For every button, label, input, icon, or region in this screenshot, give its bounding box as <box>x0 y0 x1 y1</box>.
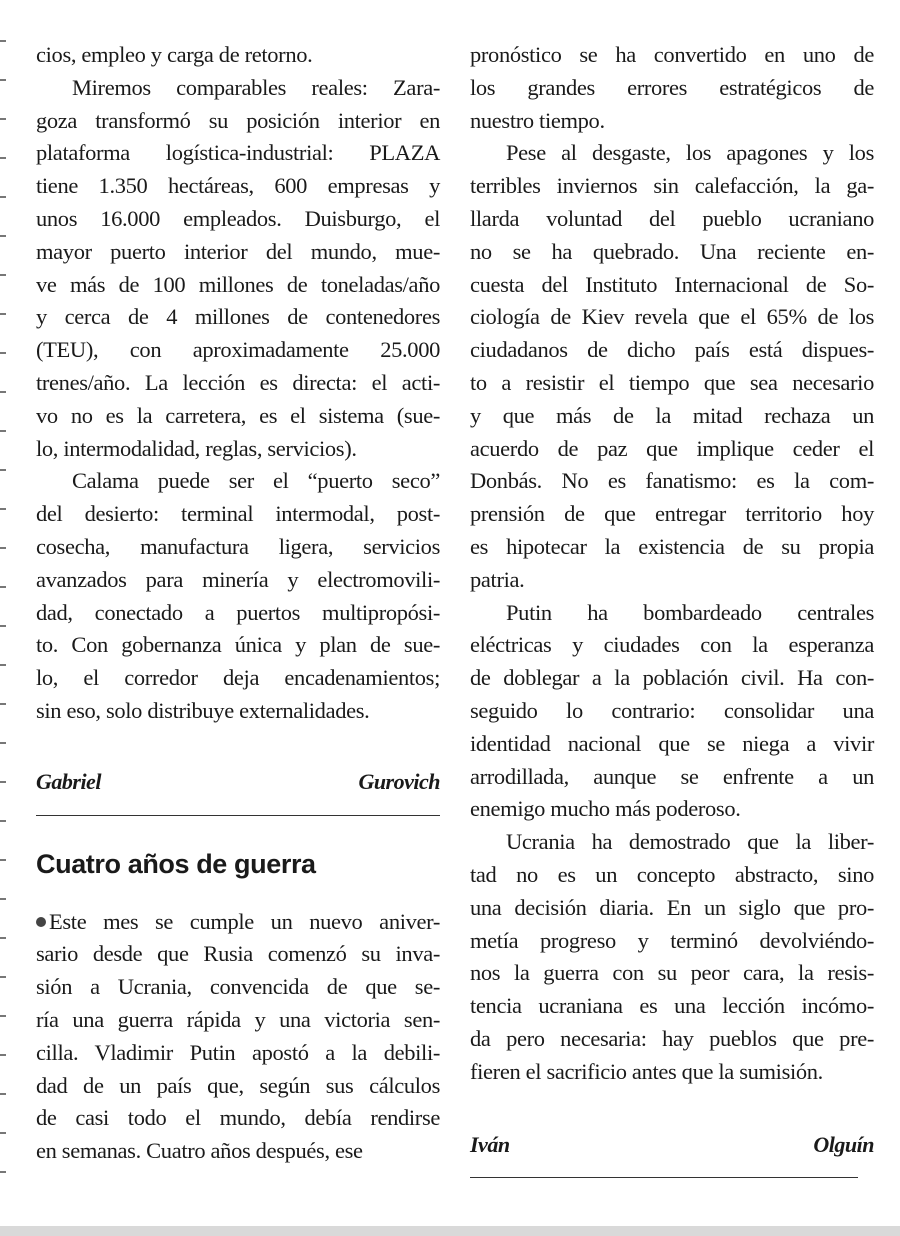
text-line: (TEU), con aproximadamente 25.000 <box>36 337 440 363</box>
text-line: identidad nacional que se niega a vivir <box>470 730 874 756</box>
margin-tick <box>0 781 6 783</box>
text-line: ría una guerra rápida y una victoria sen- <box>36 1006 440 1032</box>
text-line: tad no es un concepto abstracto, sino <box>470 861 874 887</box>
text-line: lo, intermodalidad, reglas, servicios). <box>36 435 357 461</box>
text-line: tiene 1.350 hectáreas, 600 empresas y <box>36 173 440 199</box>
text-line: de casi todo el mundo, debía rendirse <box>36 1105 440 1131</box>
text-line: y que más de la mitad rechaza un <box>470 402 874 428</box>
text-line: y cerca de 4 millones de contenedores <box>36 304 440 330</box>
text-line: enemigo mucho más poderoso. <box>470 796 741 822</box>
margin-tick <box>0 859 6 861</box>
text-line: eléctricas y ciudades con la esperanza <box>470 632 874 658</box>
margin-tick <box>0 430 6 432</box>
text-line: sario desde que Rusia comenzó su inva- <box>36 941 440 967</box>
text-line: de doblegar a la población civil. Ha con- <box>470 665 874 691</box>
margin-tick <box>0 1015 6 1017</box>
signature-gabriel-gurovich: Gabriel Gurovich <box>36 768 440 794</box>
margin-tick <box>0 547 6 549</box>
right-column <box>470 0 874 1178</box>
text-line: los grandes errores estratégicos de <box>470 74 874 100</box>
margin-tick <box>0 703 6 705</box>
paragraph-2 <box>470 137 874 596</box>
text-line: to. Con gobernanza única y plan de sue- <box>36 632 440 658</box>
text-line: nos la guerra con su peor cara, la resis- <box>470 960 874 986</box>
text-line: en semanas. Cuatro años después, ese <box>36 1138 363 1164</box>
article-headline: Cuatro años de guerra <box>36 848 316 879</box>
text-line: metía progreso y terminó devolviéndo- <box>470 927 874 953</box>
text-line: cios, empleo y carga de retorno. <box>36 42 313 67</box>
text-line: llarda voluntad del pueblo ucraniano <box>470 205 874 231</box>
text-line: unos 16.000 empleados. Duisburgo, el <box>36 205 440 231</box>
text-line: arrodillada, aunque se enfrente a un <box>470 763 874 789</box>
paragraph-4 <box>470 826 874 1088</box>
margin-tick <box>0 391 6 393</box>
text-line: patria. <box>470 566 525 592</box>
text-line: no se ha quebrado. Una reciente en- <box>470 238 874 264</box>
text-line: lo, el corredor deja encadenamientos; <box>36 665 440 691</box>
margin-tick <box>0 313 6 315</box>
text-line: Ucrania ha demostrado que la liber- <box>506 829 874 855</box>
text-line: plataforma logística-industrial: PLAZA <box>36 140 440 166</box>
paragraph-1 <box>470 39 874 137</box>
margin-tick <box>0 898 6 900</box>
text-line: es hipotecar la existencia de su propia <box>470 533 874 559</box>
text-line: dad de un país que, según sus cálculos <box>36 1072 440 1098</box>
text-line: prensión de que entregar territorio hoy <box>470 501 874 527</box>
margin-tick <box>0 79 6 81</box>
text-line: acuerdo de paz que implique ceder el <box>470 435 874 461</box>
text-line: ve más de 100 millones de toneladas/año <box>36 271 440 297</box>
text-line-content: Este mes se cumple un nuevo aniver- <box>49 908 440 934</box>
margin-tick <box>0 352 6 354</box>
margin-tick <box>0 742 6 744</box>
text-line: cilla. Vladimir Putin apostó a la debili- <box>36 1039 440 1065</box>
signature-ivan-olguin: Iván Olguín <box>470 1131 874 1157</box>
text-line: una decisión diaria. En un siglo que pro- <box>470 894 874 920</box>
text-line: Donbás. No es fanatismo: es la com- <box>470 468 874 494</box>
paragraph-2 <box>36 72 440 466</box>
margin-tick <box>0 235 6 237</box>
margin-tick <box>0 820 6 822</box>
text-line: pronóstico se ha convertido en uno de <box>470 42 874 67</box>
margin-tick <box>0 274 6 276</box>
text-line: vo no es la carretera, es el sistema (sue- <box>36 402 440 428</box>
text-line: seguido lo contrario: consolidar una <box>470 697 874 723</box>
text-line: da pero necesaria: hay pueblos que pre- <box>470 1025 874 1051</box>
margin-tick <box>0 1132 6 1134</box>
paragraph-3 <box>470 597 874 827</box>
paragraph-1 <box>36 39 440 72</box>
text-line: nuestro tiempo. <box>470 107 605 133</box>
page-margin-edge <box>0 40 8 1200</box>
margin-tick <box>0 1093 6 1095</box>
text-line <box>36 906 440 939</box>
text-line: cosecha, manufactura ligera, servicios <box>36 533 440 559</box>
text-line: goza transformó su posición interior en <box>36 107 440 133</box>
margin-tick <box>0 625 6 627</box>
text-line: ciudadanos de dicho país está dispues- <box>470 337 874 363</box>
text-line: sin eso, solo distribuye externalidades. <box>36 697 370 723</box>
text-line: Pese al desgaste, los apagones y los <box>506 140 874 166</box>
text-line: dad, conectado a puertos multipropósi- <box>36 599 440 625</box>
text-line: avanzados para minería y electromovili- <box>36 566 440 592</box>
text-line: mayor puerto interior del mundo, mue- <box>36 238 440 264</box>
margin-tick <box>0 118 6 120</box>
text-line: to a resistir el tiempo que sea necesario <box>470 369 874 395</box>
margin-tick <box>0 1054 6 1056</box>
margin-tick <box>0 469 6 471</box>
paragraph-3 <box>36 465 440 727</box>
margin-tick <box>0 196 6 198</box>
margin-tick <box>0 508 6 510</box>
text-line: Miremos comparables reales: Zara- <box>72 74 440 100</box>
margin-tick <box>0 976 6 978</box>
text-line: ciología de Kiev revela que el 65% de los <box>470 304 874 330</box>
margin-tick <box>0 1171 6 1173</box>
text-line: del desierto: terminal intermodal, post- <box>36 501 440 527</box>
left-column <box>36 0 440 1168</box>
text-line: tencia ucraniana es una lección incómo- <box>470 993 874 1019</box>
text-line: terribles inviernos sin calefacción, la ga- <box>470 173 874 199</box>
margin-tick <box>0 586 6 588</box>
margin-tick <box>0 664 6 666</box>
text-line: fieren el sacrificio antes que la sumisión. <box>470 1058 823 1084</box>
margin-tick <box>0 937 6 939</box>
paragraph-4 <box>36 906 440 1168</box>
text-line: sión a Ucrania, convencida de que se- <box>36 974 440 1000</box>
bullet-icon <box>36 917 46 927</box>
text-line: Calama puede ser el “puerto seco” <box>72 468 440 494</box>
page-bottom-border <box>0 1226 900 1236</box>
text-line: trenes/año. La lección es directa: el acti- <box>36 369 440 395</box>
column-end-rule <box>470 1177 858 1178</box>
text-line: cuesta del Instituto Internacional de So- <box>470 271 874 297</box>
margin-tick <box>0 157 6 159</box>
margin-tick <box>0 40 6 42</box>
text-line: Putin ha bombardeado centrales <box>506 599 874 625</box>
